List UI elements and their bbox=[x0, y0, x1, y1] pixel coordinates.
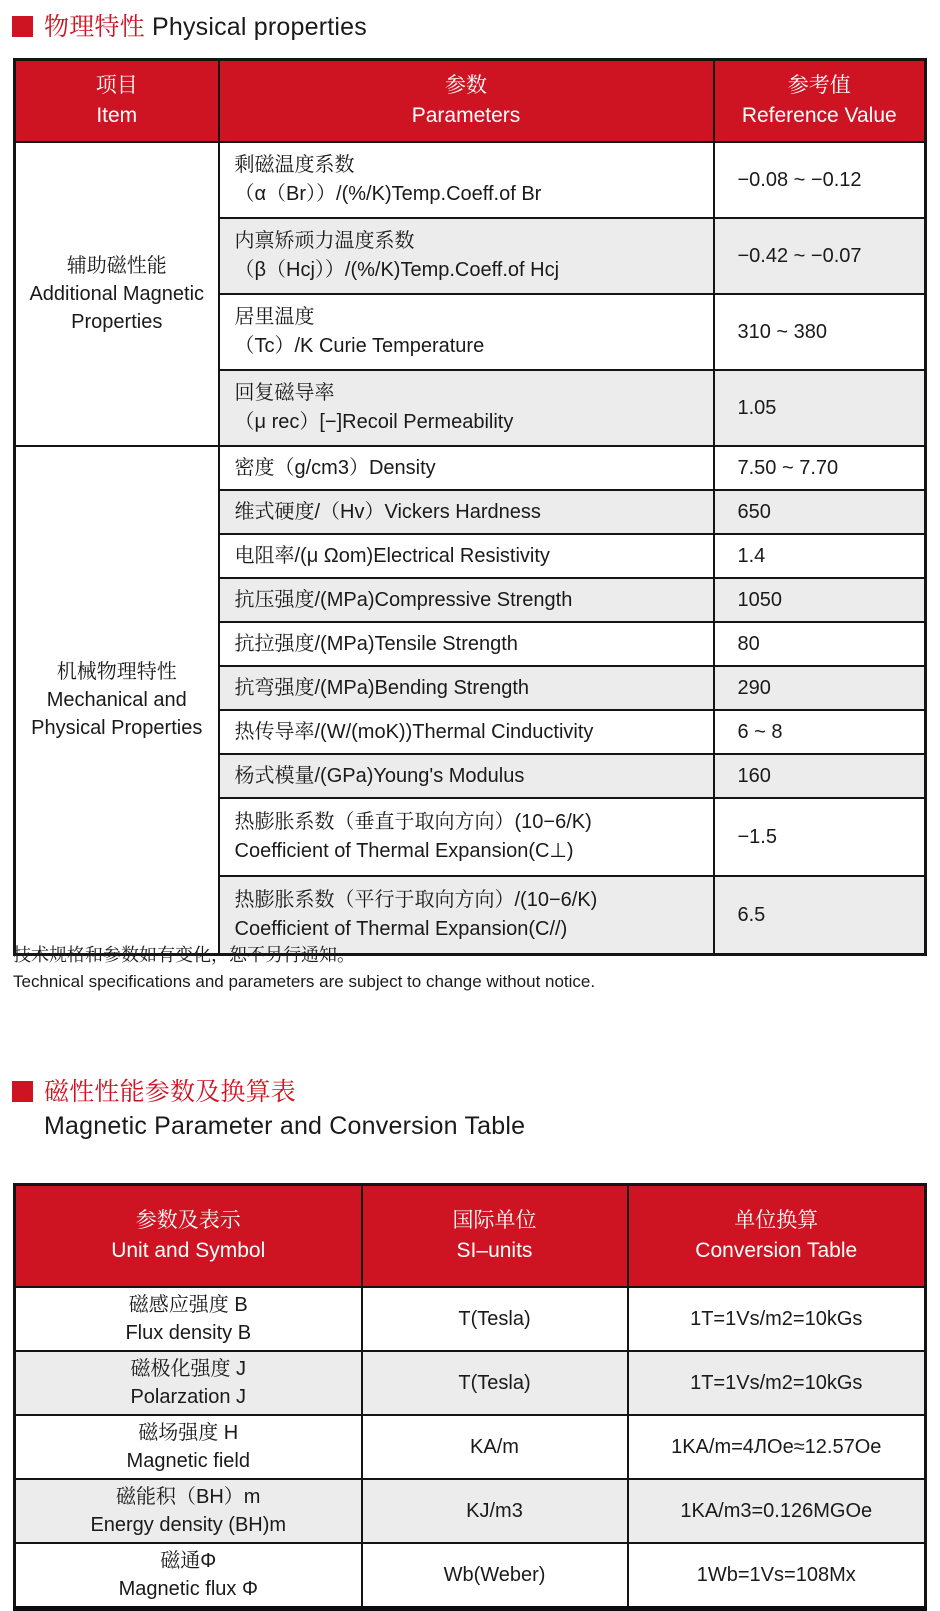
reference-value-cell: 290 bbox=[714, 666, 926, 710]
column-header-reference-value bbox=[714, 60, 926, 143]
parameter-zh: 电阻率/(μ Ωom)Electrical Resistivity bbox=[234, 544, 550, 567]
item-group-mechanical-physical bbox=[15, 446, 219, 955]
reference-value-cell: 310 ~ 380 bbox=[714, 294, 926, 370]
quantity-cell bbox=[15, 1543, 362, 1611]
quantity-en: Energy density (BH)m bbox=[90, 1514, 287, 1536]
conversion-cell: 1T=1Vs/m2=10kGs bbox=[628, 1351, 926, 1415]
parameter-zh: 热传导率/(W/(moK))Thermal Cinductivity bbox=[234, 720, 594, 743]
column-header-reference-en: Reference Value bbox=[741, 104, 897, 127]
parameter-zh: 居里温度 bbox=[234, 306, 315, 328]
parameter-en: （α（Br））/(%/K)Temp.Coeff.of Br bbox=[234, 183, 542, 205]
quantity-cell bbox=[15, 1479, 362, 1543]
section-title-conversion-table bbox=[12, 1072, 525, 1141]
column-header-reference-zh: 参考值 bbox=[787, 73, 851, 97]
si-unit-cell: T(Tesla) bbox=[362, 1351, 628, 1415]
column-header-unit-symbol bbox=[15, 1185, 362, 1288]
column-header-si-units-en: SI–units bbox=[456, 1239, 533, 1262]
section-title-en: Magnetic Parameter and Conversion Table bbox=[44, 1112, 526, 1140]
si-unit-cell: T(Tesla) bbox=[362, 1287, 628, 1351]
column-header-parameters-zh: 参数 bbox=[445, 73, 487, 97]
si-unit-cell: KJ/m3 bbox=[362, 1479, 628, 1543]
quantity-en: Polarzation J bbox=[130, 1386, 247, 1408]
parameter-zh: 抗压强度/(MPa)Compressive Strength bbox=[234, 588, 573, 611]
reference-value-cell: 1.05 bbox=[714, 370, 926, 446]
parameter-cell bbox=[219, 218, 714, 294]
table-row bbox=[15, 1287, 926, 1351]
column-header-unit-symbol-zh: 参数及表示 bbox=[135, 1208, 241, 1232]
conversion-cell: 1Wb=1Vs=108Mx bbox=[628, 1543, 926, 1611]
reference-value-cell: −0.08 ~ −0.12 bbox=[714, 142, 926, 218]
conversion-cell: 1KA/m=4ЛOe≈12.57Oe bbox=[628, 1415, 926, 1479]
section-bullet-icon bbox=[12, 16, 33, 37]
parameter-zh: 热膨胀系数（平行于取向方向）/(10−6/K) bbox=[234, 889, 598, 911]
si-unit-cell: Wb(Weber) bbox=[362, 1543, 628, 1611]
header-row bbox=[15, 1185, 926, 1288]
reference-value-cell: −1.5 bbox=[714, 798, 926, 876]
parameter-en: （Tc）/K Curie Temperature bbox=[234, 335, 485, 357]
section-title-en: Physical properties bbox=[151, 13, 367, 41]
parameter-cell bbox=[219, 622, 714, 666]
reference-value-cell: 7.50 ~ 7.70 bbox=[714, 446, 926, 490]
parameter-cell bbox=[219, 490, 714, 534]
quantity-cell bbox=[15, 1287, 362, 1351]
section-bullet-icon bbox=[12, 1081, 33, 1102]
parameter-zh: 剩磁温度系数 bbox=[234, 154, 355, 176]
quantity-zh: 磁极化强度 J bbox=[130, 1357, 247, 1380]
column-header-unit-symbol-en: Unit and Symbol bbox=[111, 1239, 266, 1262]
reference-value-cell: −0.42 ~ −0.07 bbox=[714, 218, 926, 294]
column-header-conversion bbox=[628, 1185, 926, 1288]
reference-value-cell: 1050 bbox=[714, 578, 926, 622]
parameter-cell bbox=[219, 578, 714, 622]
reference-value-cell: 1.4 bbox=[714, 534, 926, 578]
parameter-cell bbox=[219, 370, 714, 446]
quantity-zh: 磁能积（BH）m bbox=[116, 1485, 261, 1508]
conversion-cell: 1T=1Vs/m2=10kGs bbox=[628, 1287, 926, 1351]
reference-value-cell: 6.5 bbox=[714, 876, 926, 955]
column-header-item-en: Item bbox=[96, 104, 138, 127]
conversion-table bbox=[13, 1183, 927, 1611]
physical-properties-table bbox=[13, 58, 927, 956]
parameter-cell bbox=[219, 294, 714, 370]
parameter-zh: 内禀矫顽力温度系数 bbox=[234, 230, 415, 252]
conversion-cell: 1KA/m3=0.126MGOe bbox=[628, 1479, 926, 1543]
section-title-zh: 磁性性能参数及换算表 bbox=[44, 1078, 297, 1106]
column-header-parameters-en: Parameters bbox=[411, 104, 521, 127]
quantity-en: Magnetic field bbox=[126, 1450, 250, 1472]
quantity-zh: 磁场强度 H bbox=[138, 1421, 239, 1444]
item-group-zh: 机械物理特性 bbox=[56, 661, 177, 683]
table-row bbox=[15, 142, 926, 218]
column-header-parameters bbox=[219, 60, 714, 143]
reference-value-cell: 650 bbox=[714, 490, 926, 534]
section-title-physical-properties bbox=[12, 7, 367, 43]
parameter-cell bbox=[219, 142, 714, 218]
parameter-cell bbox=[219, 666, 714, 710]
parameter-cell bbox=[219, 710, 714, 754]
parameter-zh: 抗弯强度/(MPa)Bending Strength bbox=[234, 676, 530, 699]
table-row bbox=[15, 446, 926, 490]
parameter-zh: 回复磁导率 bbox=[234, 382, 335, 404]
column-header-si-units-zh: 国际单位 bbox=[452, 1208, 537, 1232]
reference-value-cell: 160 bbox=[714, 754, 926, 798]
item-group-additional-magnetic bbox=[15, 142, 219, 446]
column-header-item bbox=[15, 60, 219, 143]
si-unit-cell: KA/m bbox=[362, 1415, 628, 1479]
section-title-zh: 物理特性 bbox=[44, 13, 145, 41]
table-row bbox=[15, 1351, 926, 1415]
parameter-zh: 杨式模量/(GPa)Young's Modulus bbox=[234, 764, 525, 787]
item-group-en: Additional Magnetic Properties bbox=[29, 283, 205, 333]
column-header-si-units bbox=[362, 1185, 628, 1288]
section-title-line1 bbox=[12, 1072, 525, 1108]
item-group-en: Mechanical and Physical Properties bbox=[31, 689, 203, 739]
reference-value-cell: 80 bbox=[714, 622, 926, 666]
quantity-en: Magnetic flux Φ bbox=[118, 1578, 258, 1600]
item-group-zh: 辅助磁性能 bbox=[66, 255, 167, 277]
parameter-zh: 维式硬度/（Hv）Vickers Hardness bbox=[234, 500, 541, 523]
disclaimer-zh: 技术规格和参数如有变化，恕不另行通知。 bbox=[13, 945, 355, 965]
quantity-zh: 磁感应强度 B bbox=[128, 1293, 248, 1316]
table-row bbox=[15, 1543, 926, 1611]
parameter-cell bbox=[219, 446, 714, 490]
column-header-conversion-zh: 单位换算 bbox=[734, 1208, 819, 1232]
quantity-cell bbox=[15, 1415, 362, 1479]
parameter-en: （β（Hcj））/(%/K)Temp.Coeff.of Hcj bbox=[234, 259, 560, 281]
disclaimer-note bbox=[13, 942, 595, 995]
parameter-en: （μ rec）[−]Recoil Permeability bbox=[234, 411, 514, 433]
parameter-cell bbox=[219, 798, 714, 876]
column-header-item-zh: 项目 bbox=[95, 73, 138, 97]
disclaimer-en: Technical specifications and parameters are subject to change without notice. bbox=[13, 972, 596, 991]
parameter-zh: 密度（g/cm3）Density bbox=[234, 456, 436, 479]
quantity-cell bbox=[15, 1351, 362, 1415]
header-row bbox=[15, 60, 926, 143]
quantity-zh: 磁通Φ bbox=[160, 1549, 217, 1572]
column-header-conversion-en: Conversion Table bbox=[695, 1239, 858, 1262]
quantity-en: Flux density B bbox=[125, 1322, 252, 1344]
parameter-zh: 抗拉强度/(MPa)Tensile Strength bbox=[234, 632, 518, 655]
parameter-cell bbox=[219, 754, 714, 798]
reference-value-cell: 6 ~ 8 bbox=[714, 710, 926, 754]
parameter-en: Coefficient of Thermal Expansion(C⊥) bbox=[234, 840, 574, 862]
parameter-zh: 热膨胀系数（垂直于取向方向）(10−6/K) bbox=[234, 811, 592, 833]
table-row bbox=[15, 1479, 926, 1543]
parameter-en: Coefficient of Thermal Expansion(C//) bbox=[234, 918, 568, 940]
parameter-cell bbox=[219, 534, 714, 578]
table-row bbox=[15, 1415, 926, 1479]
